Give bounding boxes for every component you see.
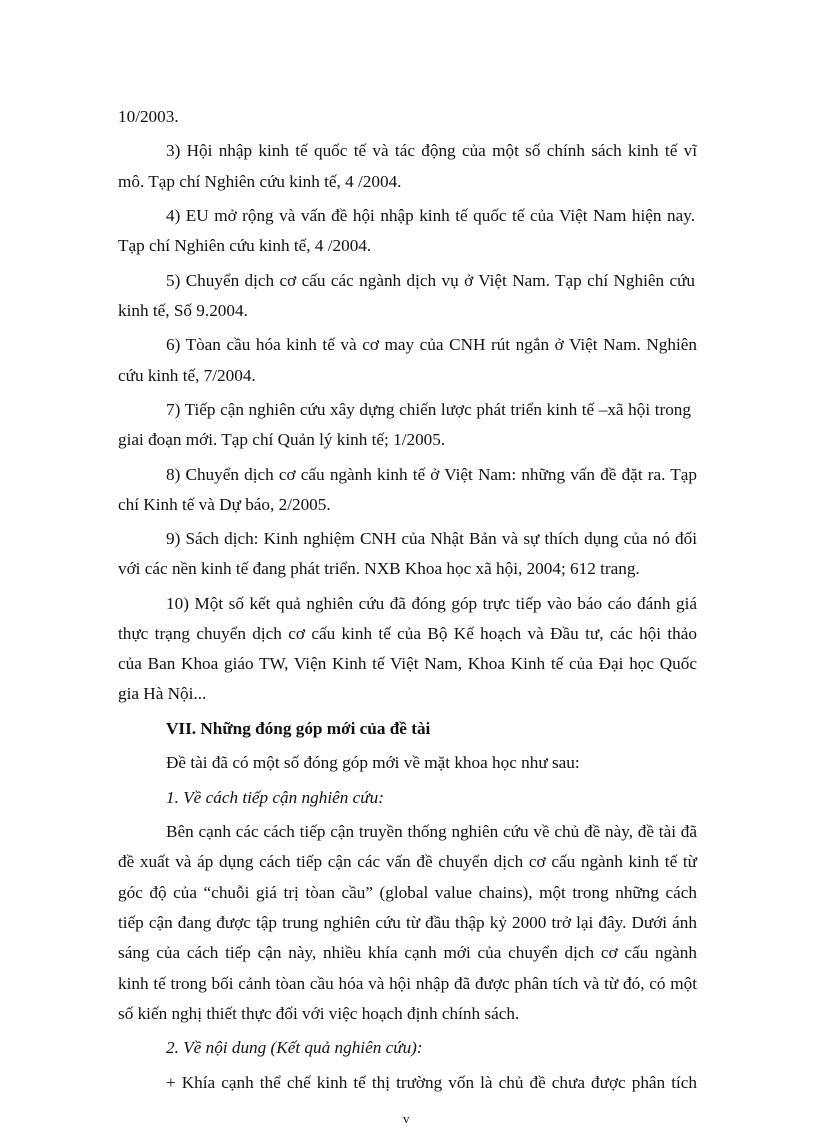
subsection-heading: 1. Về cách tiếp cận nghiên cứu: (166, 788, 384, 807)
text-line: 10/2003. (118, 107, 179, 126)
text-line: cứu kinh tế, 7/2004. (118, 366, 256, 385)
text-line: giai đoạn mới. Tạp chí Quản lý kinh tế; 1/2005. (118, 430, 446, 449)
paragraph-line: tiếp cận đang được tập trung nghiên cứu từ đầu thập kỷ 2000 trở lại đây. Dưới ánh (118, 913, 697, 932)
text-line: thực trạng chuyển dịch cơ cấu kinh tế của Bộ Kế hoạch và Đầu tư, các hội thảo (118, 624, 697, 643)
text-line: mô. Tạp chí Nghiên cứu kinh tế, 4 /2004. (118, 172, 402, 191)
paragraph-line: số kiến nghị thiết thực đối với việc hoạch định chính sách. (118, 1004, 520, 1023)
text-line: kinh tế, Số 9.2004. (118, 301, 248, 320)
text-line: chí Kinh tế và Dự báo, 2/2005. (118, 495, 331, 514)
section-heading: VII. Những đóng góp mới của đề tài (166, 719, 431, 738)
reference-item-8: 8) Chuyển dịch cơ cấu ngành kinh tế ở Việt Nam: những vấn đề đặt ra. Tạp (166, 465, 697, 484)
reference-item-3: 3) Hội nhập kinh tế quốc tế và tác động của một số chính sách kinh tế vĩ (166, 141, 697, 160)
subsection-heading: 2. Về nội dung (Kết quả nghiên cứu): (166, 1038, 423, 1057)
text-line: Tạp chí Nghiên cứu kinh tế, 4 /2004. (118, 236, 372, 255)
reference-item-4: 4) EU mở rộng và vấn đề hội nhập kinh tế quốc tế của Việt Nam hiện nay. (166, 206, 695, 225)
paragraph-line: sáng của cách tiếp cận này, nhiều khía cạnh mới của chuyển dịch cơ cấu ngành (118, 943, 697, 962)
reference-item-9: 9) Sách dịch: Kinh nghiệm CNH của Nhật Bản và sự thích dụng của nó đối (166, 529, 697, 548)
text-line: gia Hà Nội... (118, 684, 207, 703)
paragraph-line: + Khía cạnh thể chế kinh tế thị trường vốn là chủ đề chưa được phân tích (166, 1073, 697, 1092)
paragraph-line: đề xuất và áp dụng cách tiếp cận các vấn đề chuyển dịch cơ cấu ngành kinh tế từ (118, 852, 697, 871)
reference-item-5: 5) Chuyển dịch cơ cấu các ngành dịch vụ ở Việt Nam. Tạp chí Nghiên cứu (166, 271, 695, 290)
reference-item-7: 7) Tiếp cận nghiên cứu xây dựng chiến lược phát triển kinh tế –xã hội trong (166, 400, 691, 419)
reference-item-10: 10) Một số kết quả nghiên cứu đã đóng góp trực tiếp vào báo cáo đánh giá (166, 594, 697, 613)
page-number: v (403, 1111, 410, 1126)
text-line: Đề tài đã có một số đóng góp mới về mặt khoa học như sau: (166, 753, 580, 772)
text-line: của Ban Khoa giáo TW, Viện Kinh tế Việt Nam, Khoa Kinh tế của Đại học Quốc (118, 654, 697, 673)
paragraph-line: Bên cạnh các cách tiếp cận truyền thống nghiên cứu về chủ đề này, đề tài đã (166, 822, 697, 841)
paragraph-line: kinh tế trong bối cảnh tòan cầu hóa và hội nhập đã được phân tích và từ đó, có một (118, 974, 697, 993)
paragraph-line: góc độ của “chuỗi giá trị tòan cầu” (global value chains), một trong những cách (118, 883, 697, 902)
reference-item-6: 6) Tòan cầu hóa kinh tế và cơ may của CNH rút ngắn ở Việt Nam. Nghiên (166, 335, 697, 354)
text-line: với các nền kinh tế đang phát triển. NXB Khoa học xã hội, 2004; 612 trang. (118, 559, 640, 578)
